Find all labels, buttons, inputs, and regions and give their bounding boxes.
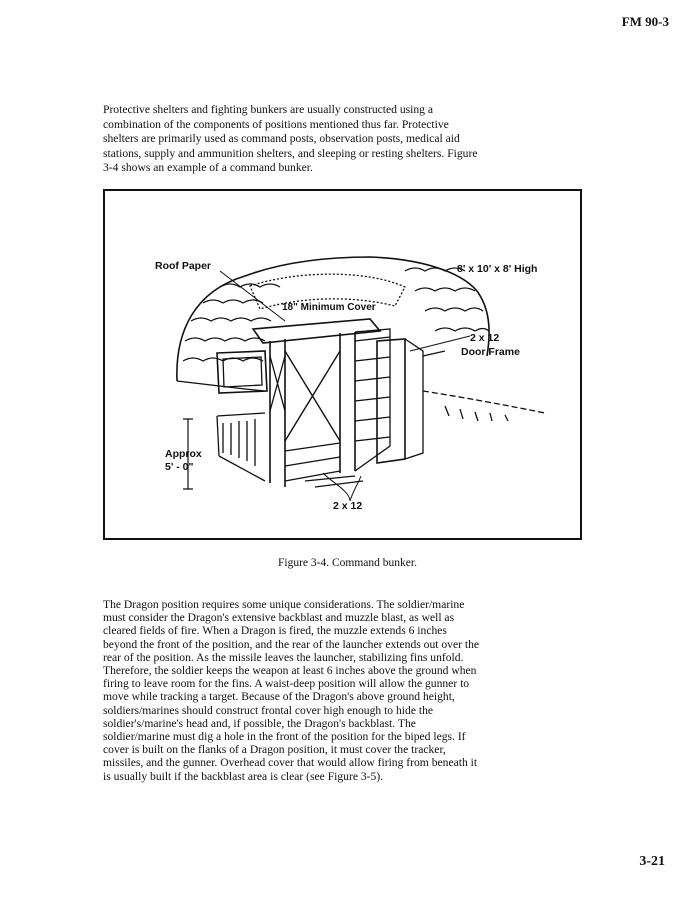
intro-paragraph: Protective shelters and fighting bunkers are usually constructed using a combination of the components of positions mentioned thus far. Protective shelters are primarily used as command posts, observation posts, medical aid stations, supply and ammunition shelters, and sleeping or resting shelters. Figure 3-4 shows an example of a command bunker.: [103, 103, 478, 175]
door-frame-size-label: 2 x 12: [470, 332, 500, 344]
command-bunker-illustration: [105, 191, 580, 538]
figure-command-bunker: [103, 189, 582, 540]
lumber-size-label: 2 x 12: [333, 500, 363, 512]
body-paragraph: The Dragon position requires some unique considerations. The soldier/marine must consider the Dragon's extensive backblast and muzzle blast, as well as cleared fields of fire. When a Dragon is fired, the muzzle extends 6 inches beyond the front of the position, and the rear of the launcher extends out over the rear of the position. As the missile leaves the launcher, stabilizing fins unfold. Therefore, the soldier keeps the weapon at least 6 inches above the ground when firing to leave room for the fins. A waist-deep position will allow the gunner to move while tracking a target. Because of the Dragon's above ground height, soldiers/marines should construct frontal cover high enough to hide the soldier's/marine's head and, if possible, the Dragon's backblast. The soldier/marine must dig a hole in the front of the position for the biped legs. If cover is built on the flanks of a Dragon position, it must cover the tracker, missiles, and the gunner. Overhead cover that would allow firing from beneath it is usually built if the backblast area is clear (see Figure 3-5).: [103, 598, 480, 783]
manual-id-header: FM 90-3: [621, 14, 669, 29]
page-number: 3-21: [639, 854, 665, 869]
front-frame: [270, 332, 355, 487]
door-frame-label: Door Frame: [461, 346, 520, 358]
figure-caption: Figure 3-4. Command bunker.: [278, 557, 417, 569]
approx-label: Approx: [165, 448, 202, 460]
roof-paper-leader: [220, 271, 285, 321]
approx-height-label: 5' - 0": [165, 461, 194, 473]
roof-paper-label: Roof Paper: [155, 260, 212, 272]
dimensions-label: 8' x 10' x 8' High: [457, 263, 538, 275]
minimum-cover-label: 18" Minimum Cover: [282, 302, 376, 313]
